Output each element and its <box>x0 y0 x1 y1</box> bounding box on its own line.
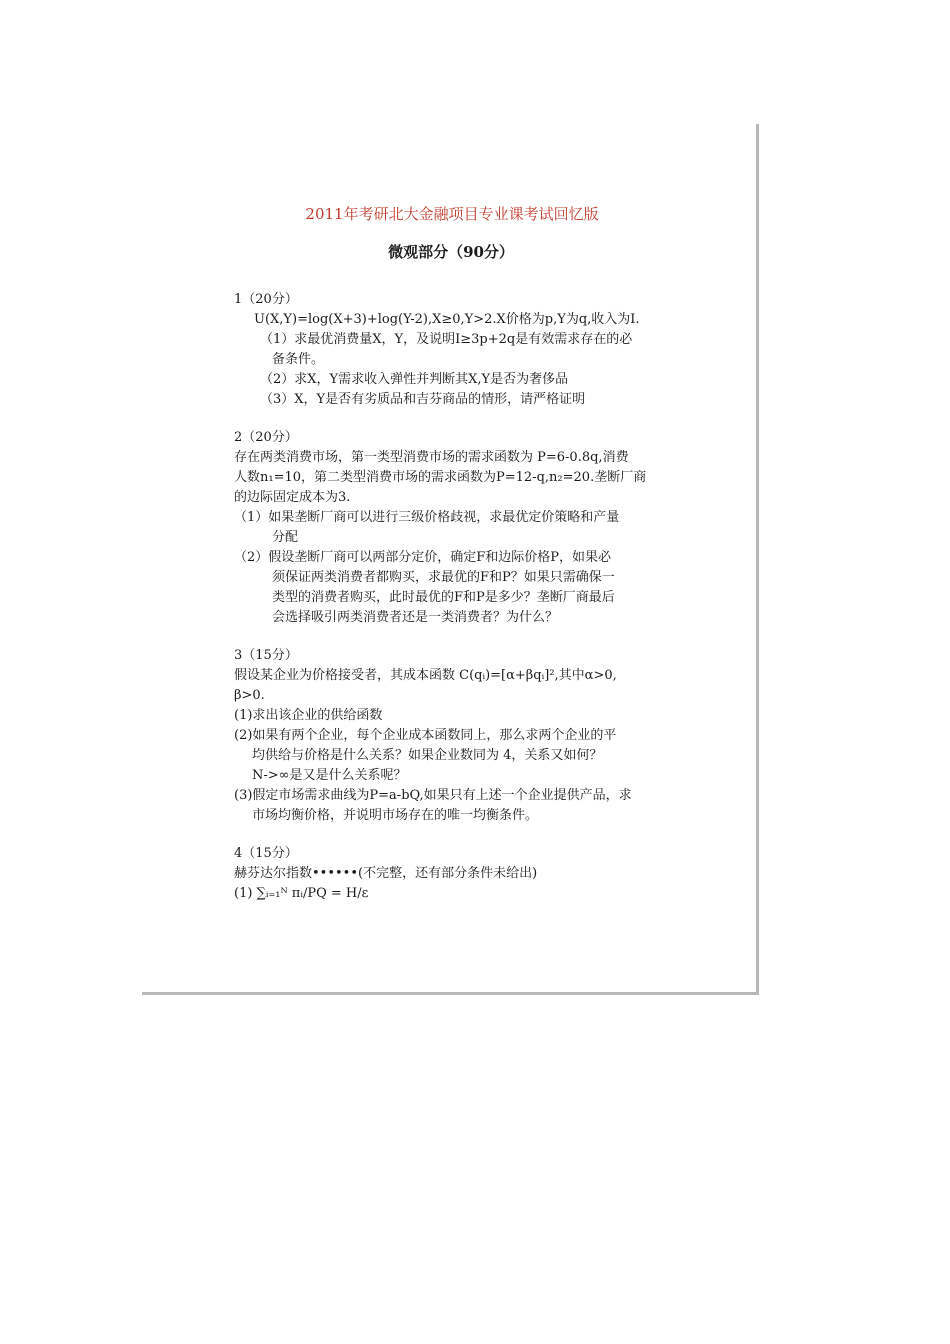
exam-content <box>234 204 668 922</box>
question-2-part-1-cont: 分配 <box>272 530 299 545</box>
question-2-statement-line-2: 人数n₁=10，第二类型消费市场的需求函数为P=12-q,n₂=20.垄断厂商 <box>234 470 647 485</box>
question-2-heading: 2（20分） <box>234 430 298 445</box>
question-1-part-1-cont: 备条件。 <box>272 352 325 367</box>
question-2-part-2-cont-3: 会选择吸引两类消费者还是一类消费者？为什么？ <box>272 610 559 625</box>
question-3-part-3-cont: 市场均衡价格，并说明市场存在的唯一均衡条件。 <box>252 808 539 823</box>
question-2 <box>234 428 668 628</box>
question-1-part-3: （3）X，Y是否有劣质品和吉芬商品的情形，请严格证明 <box>260 392 586 407</box>
question-4-heading: 4（15分） <box>234 846 298 861</box>
question-1 <box>234 290 668 410</box>
question-3-part-2-cont-2: N->∞是又是什么关系呢？ <box>252 768 407 783</box>
question-3-part-2: (2)如果有两个企业，每个企业成本函数同上，那么求两个企业的平 <box>234 728 617 743</box>
question-2-statement-line-3: 的边际固定成本为3. <box>234 490 351 505</box>
question-3-part-1: (1)求出该企业的供给函数 <box>234 708 383 723</box>
question-3 <box>234 646 668 826</box>
scanned-page <box>142 124 759 995</box>
question-2-part-2: （2）假设垄断厂商可以两部分定价，确定F和边际价格P，如果必 <box>234 550 612 565</box>
question-4-part-1: (1) ∑ᵢ₌₁ᴺ πᵢ/PQ = H/ε <box>234 886 369 901</box>
question-3-part-3: (3)假定市场需求曲线为P=a-bQ,如果只有上述一个企业提供产品，求 <box>234 788 632 803</box>
question-2-statement-line-1: 存在两类消费市场，第一类型消费市场的需求函数为 P=6-0.8q,消费 <box>234 450 629 465</box>
question-1-part-2: （2）求X，Y需求收入弹性并判断其X,Y是否为奢侈品 <box>260 372 569 387</box>
question-3-heading: 3（15分） <box>234 648 298 663</box>
question-3-statement-line-1: 假设某企业为价格接受者，其成本函数 C(qᵢ)=[α+βqᵢ]²,其中α>0, <box>234 668 617 683</box>
question-1-heading: 1（20分） <box>234 292 298 307</box>
question-4-statement: 赫芬达尔指数••••••(不完整，还有部分条件未给出) <box>234 866 538 881</box>
question-1-statement: U(X,Y)=log(X+3)+log(Y-2),X≥0,Y>2.X价格为p,Y为q,收入为I. <box>254 312 640 327</box>
section-title: 微观部分（90分） <box>388 243 514 261</box>
question-2-part-2-cont-1: 须保证两类消费者都购买，求最优的F和P？如果只需确保一 <box>272 570 615 585</box>
document-title: 2011年考研北大金融项目专业课考试回忆版 <box>305 205 599 223</box>
question-1-part-1: （1）求最优消费量X，Y，及说明I≥3p+2q是有效需求存在的必 <box>260 332 633 347</box>
question-3-part-2-cont-1: 均供给与价格是什么关系？如果企业数同为 4，关系又如何？ <box>252 748 603 763</box>
question-3-statement-line-2: β>0. <box>234 688 265 703</box>
question-2-part-1: （1）如果垄断厂商可以进行三级价格歧视，求最优定价策略和产量 <box>234 510 620 525</box>
question-4 <box>234 844 668 904</box>
question-2-part-2-cont-2: 类型的消费者购买，此时最优的F和P是多少？垄断厂商最后 <box>272 590 615 605</box>
